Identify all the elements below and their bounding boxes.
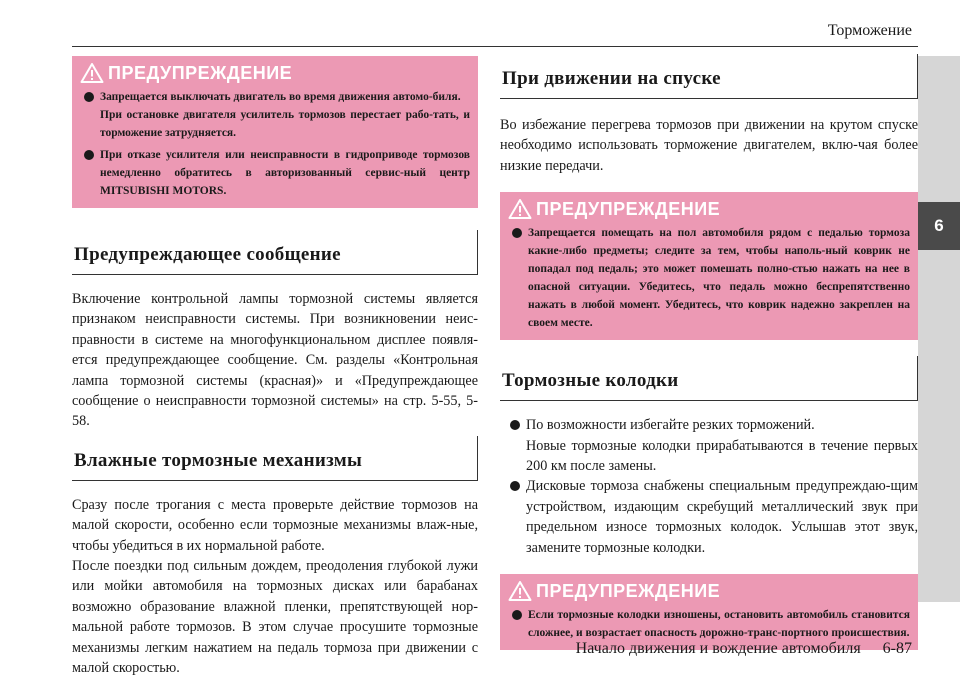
- bullet-icon: [510, 481, 520, 491]
- chapter-number-tab[interactable]: 6: [918, 202, 960, 250]
- header-rule: [72, 46, 918, 47]
- section-heading: [72, 228, 478, 275]
- section-heading: [72, 434, 478, 481]
- section-title: Влажные тормозные механизмы: [74, 449, 363, 471]
- section-title: Предупреждающее сообщение: [74, 244, 341, 265]
- warning-title: ПРЕДУПРЕЖДЕНИЕ: [108, 62, 293, 83]
- section-paragraph: Во избежание перегрева тормозов при движении на крутом спуске необходимо использовать торможение двигателем, вклю-чая более низкие передачи.: [500, 117, 918, 174]
- warning-item-text: При отказе усилителя или неисправности в гидроприводе тормозов немедленно обратитесь в авторизованный сервис-ный центр MITSUBISHI MOTORS.: [100, 149, 470, 197]
- list-item: [500, 415, 918, 476]
- warning-box: [72, 56, 478, 208]
- warning-item: [508, 224, 910, 332]
- warning-header: [508, 198, 910, 220]
- warning-triangle-icon: [508, 580, 532, 602]
- chapter-side-tab: [918, 56, 960, 602]
- warning-triangle-icon: [508, 198, 532, 220]
- section-paragraph: После поездки под сильным дождем, преодоления глубокой лужи или мойки автомобиля на тормозных дисках или барабанах возможно образование влажной пленки, препятствующей нор-мальной работе тормозов. В этом случае просушите тормозные механизмы легким нажатием на педаль тормоза при движении с малой скоростью.: [72, 558, 478, 677]
- warning-item: [508, 606, 910, 642]
- footer-section-title: Начало движения и вождение автомобиля: [575, 640, 861, 657]
- list-item-text: Дисковые тормоза снабжены специальным предупреждаю-щим устройством, издающим скребущий металлический звук при предельном износе тормозных колодок. Услышав этот звук, замените тормозные колодки.: [526, 478, 918, 556]
- section-paragraph: Включение контрольной лампы тормозной системы является признаком неисправности системы. При возникновении неис-правности в системе на многофункциональном дисплее появля-ется предупреждающее сообщение. См. разделы «Контрольная лампа тормозной системы (красная)» и «Предупреждающее сообщение о неисправности тормозной системы» на стр. 5-55, 5-58.: [72, 291, 478, 430]
- section-paragraph: Сразу после трогания с места проверьте действие тормозов на малой скорости, особенно если тормозные механизмы влаж-ные, чтобы убедиться в их нормальной работе.: [72, 496, 478, 554]
- bullet-icon: [84, 92, 94, 102]
- warning-header: [80, 62, 470, 84]
- warning-item: [80, 88, 470, 142]
- bullet-list: [500, 415, 918, 558]
- warning-item-text: Если тормозные колодки изношены, остановить автомобиль становится сложнее, и возрастает опасность дорожно-транс-портного происшествия.: [528, 609, 910, 640]
- page-number: 6-87: [882, 640, 912, 657]
- warning-title: ПРЕДУПРЕЖДЕНИЕ: [536, 580, 721, 601]
- section-heading: [500, 52, 918, 99]
- list-item-text: По возможности избегайте резких торможений. Новые тормозные колодки прирабатываются в течение первых 200 км после замены.: [526, 417, 918, 475]
- warning-box: [500, 574, 918, 650]
- bullet-icon: [510, 420, 520, 430]
- page-footer: [576, 640, 912, 658]
- warning-header: [508, 580, 910, 602]
- bullet-icon: [84, 150, 94, 160]
- right-column: [500, 56, 918, 650]
- bullet-icon: [512, 228, 522, 238]
- warning-item-text: Запрещается помещать на пол автомобиля рядом с педалью тормоза какие-либо предметы; следите за тем, чтобы наполь-ный коврик не попадал под педаль; это может помешать полно-стью нажать на нее в опасной ситуации. Убедитесь, что педаль можно беспрепятственно нажать в любой момент. Убедитесь, что коврик надежно закреплен на своем месте.: [528, 227, 910, 330]
- warning-box: [500, 192, 918, 340]
- bullet-icon: [512, 610, 522, 620]
- warning-title: ПРЕДУПРЕЖДЕНИЕ: [536, 198, 721, 219]
- list-item: [500, 476, 918, 558]
- page-header-title: Торможение: [827, 22, 912, 39]
- section-title: Тормозные колодки: [502, 370, 679, 392]
- warning-item: [80, 146, 470, 200]
- section-heading: [500, 354, 918, 401]
- left-column: [72, 56, 478, 679]
- warning-triangle-icon: [80, 62, 104, 84]
- section-title: При движении на спуске: [502, 68, 721, 89]
- warning-item-text: Запрещается выключать двигатель во время движения автомо-биля. При остановке двигателя усилитель тормозов перестает рабо-тать, и торможение затрудняется.: [100, 91, 470, 139]
